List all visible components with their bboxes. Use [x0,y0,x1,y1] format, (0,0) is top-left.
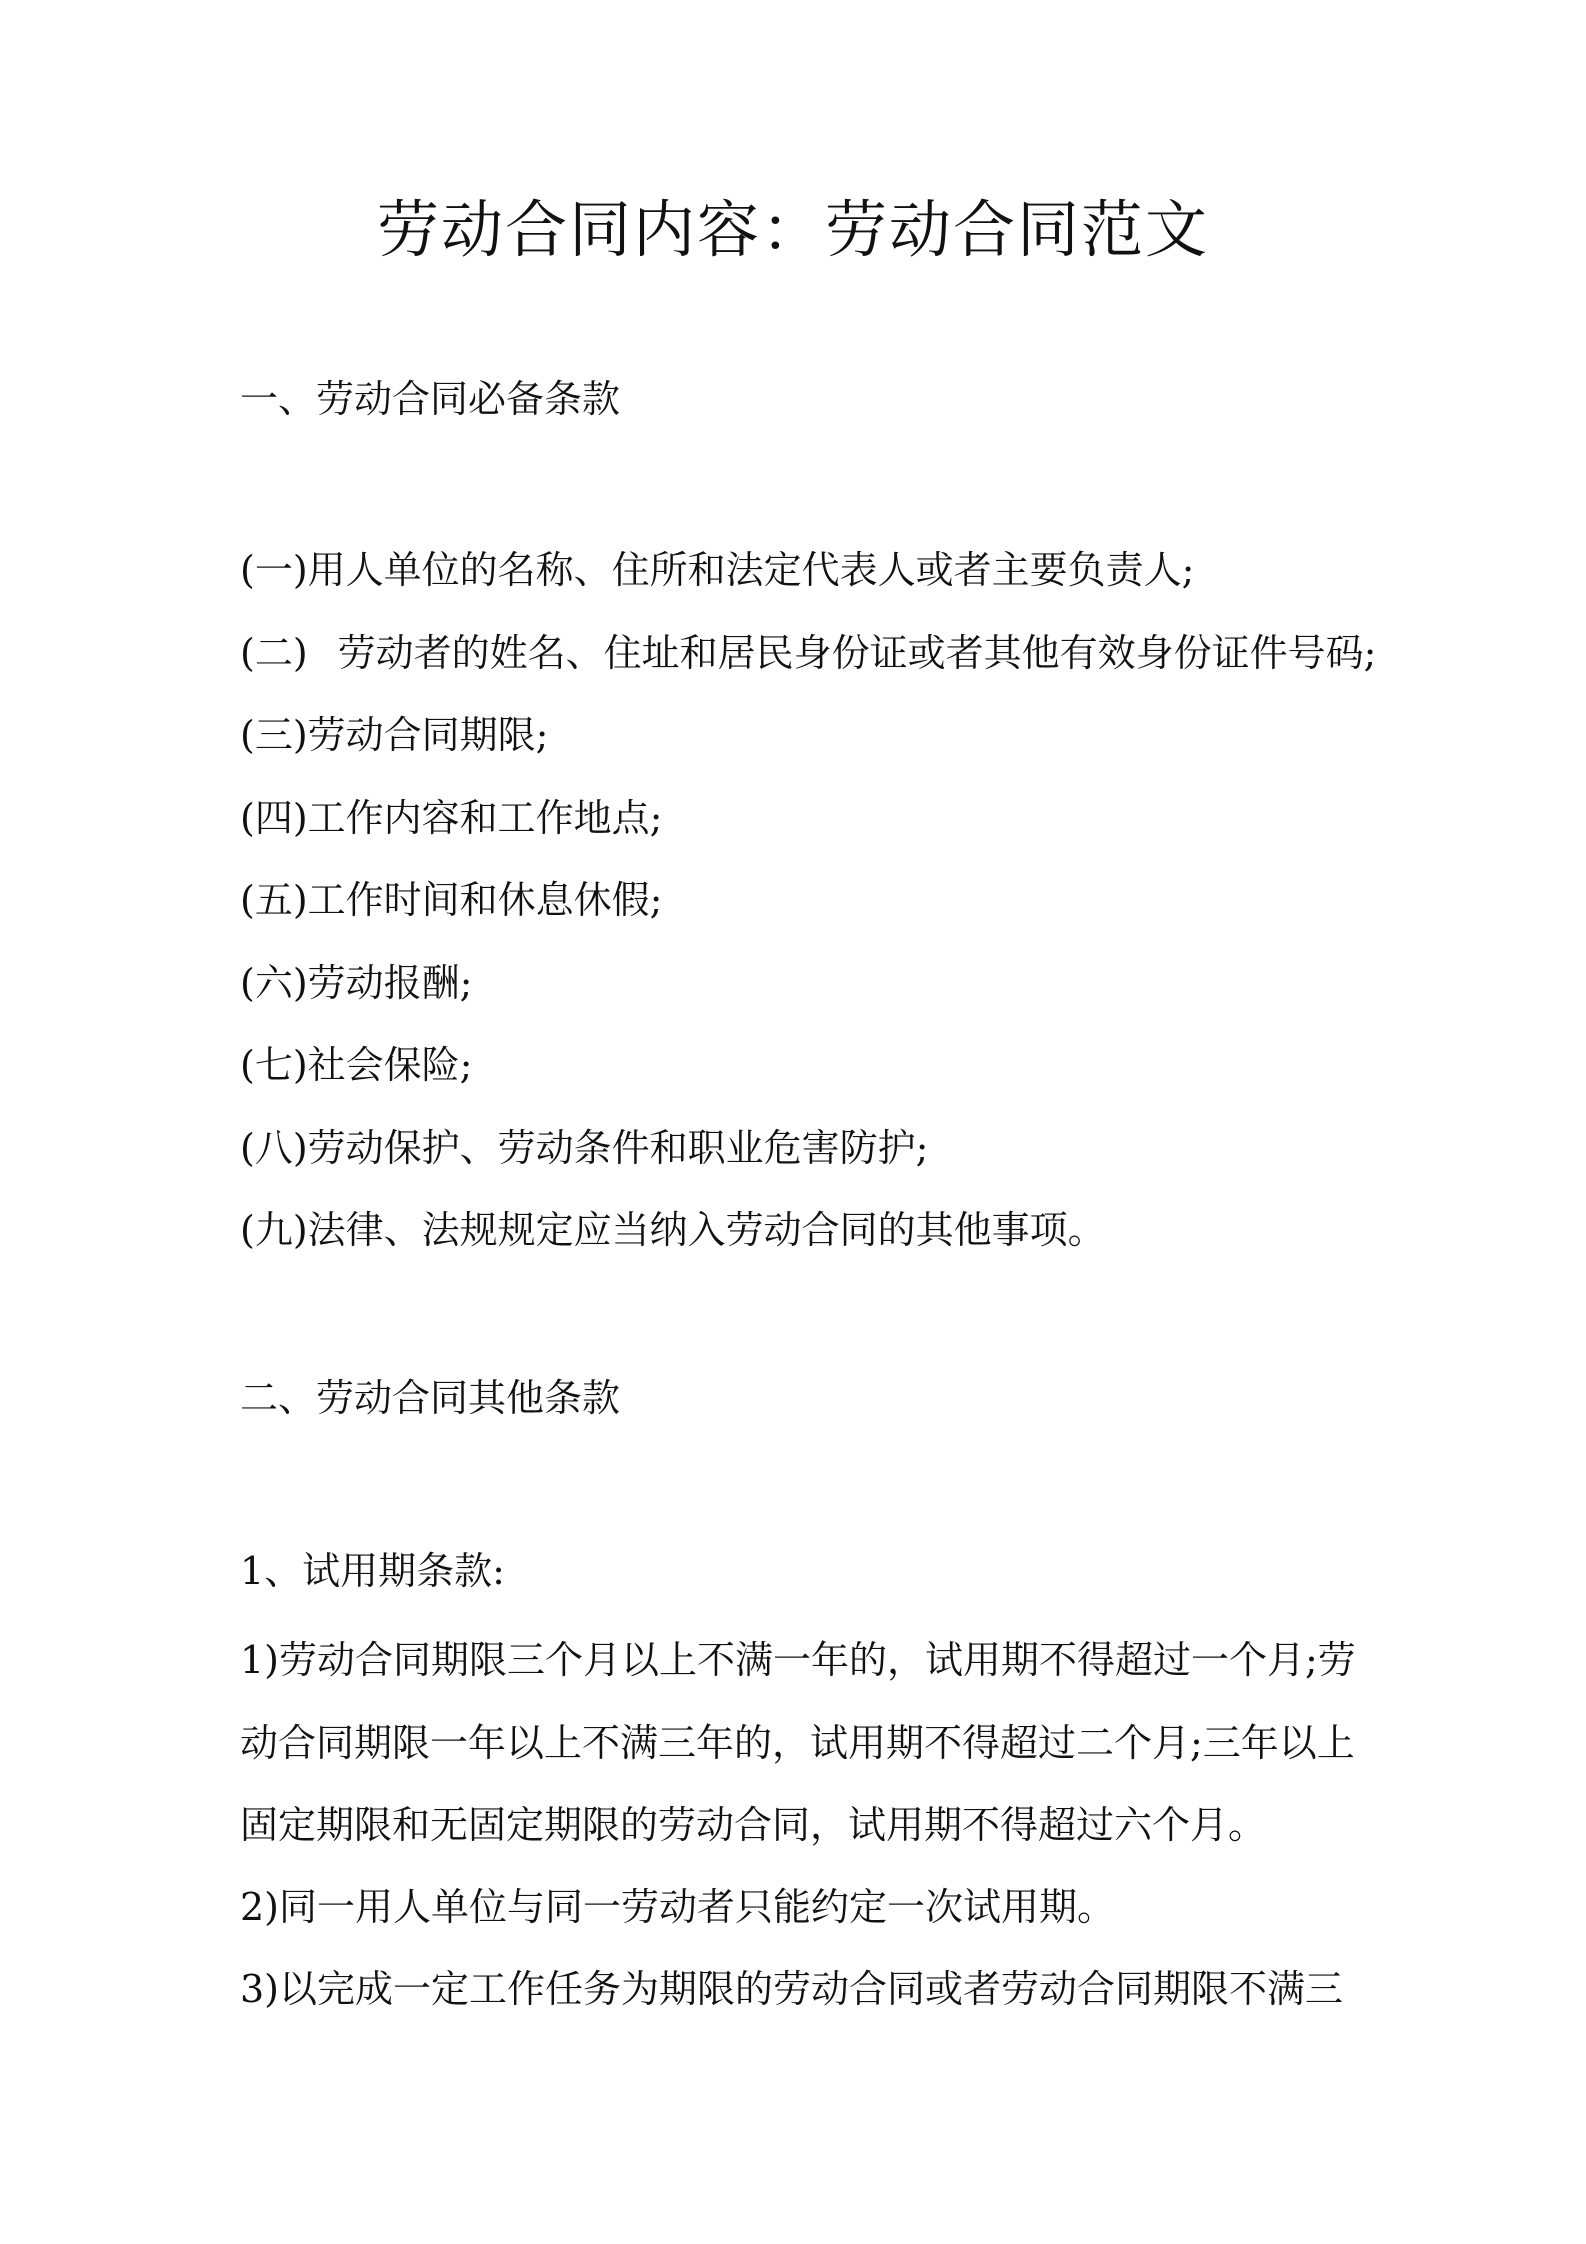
list-item: (六)劳动报酬; [240,960,473,1005]
paragraph-line: 1)劳动合同期限三个月以上不满一年的，试用期不得超过一个月;劳 [240,1638,1356,1682]
probation-paragraph-1 [240,1619,1360,1867]
paragraph-line: 动合同期限一年以上不满三年的，试用期不得超过二个月;三年以上 [240,1720,1355,1765]
paragraph-line: 3)以完成一定工作任务为期限的劳动合同或者劳动合同期限不满三 [240,1967,1344,2011]
document-title: 劳动合同内容：劳动合同范文 [376,193,1209,266]
list-item: (八)劳动保护、劳动条件和职业危害防护; [240,1125,929,1170]
list-item: (五)工作时间和休息休假; [240,878,663,922]
paragraph-line: 固定期限和无固定期限的劳动合同，试用期不得超过六个月。 [240,1803,1267,1847]
section-heading-1: 一、劳动合同必备条款 [240,377,621,421]
list-item: (四)工作内容和工作地点; [240,795,663,840]
list-item: (一)用人单位的名称、住所和法定代表人或者主要负责人; [240,548,1195,592]
section-heading-2: 二、劳动合同其他条款 [240,1376,621,1420]
probation-subheading: 1、试用期条款: [240,1549,505,1593]
probation-paragraph-2 [240,1866,1360,1949]
probation-paragraph-3 [240,1948,1360,2031]
paragraph-line: 2)同一用人单位与同一劳动者只能约定一次试用期。 [240,1885,1116,1929]
list-item: (七)社会保险; [240,1043,473,1087]
required-clauses-list [240,545,1376,1288]
list-item: (二) 劳动者的姓名、住址和居民身份证或者其他有效身份证件号码; [240,630,1377,675]
list-item: (三)劳动合同期限; [240,713,549,757]
list-item: (九)法律、法规规定应当纳入劳动合同的其他事项。 [240,1208,1106,1252]
